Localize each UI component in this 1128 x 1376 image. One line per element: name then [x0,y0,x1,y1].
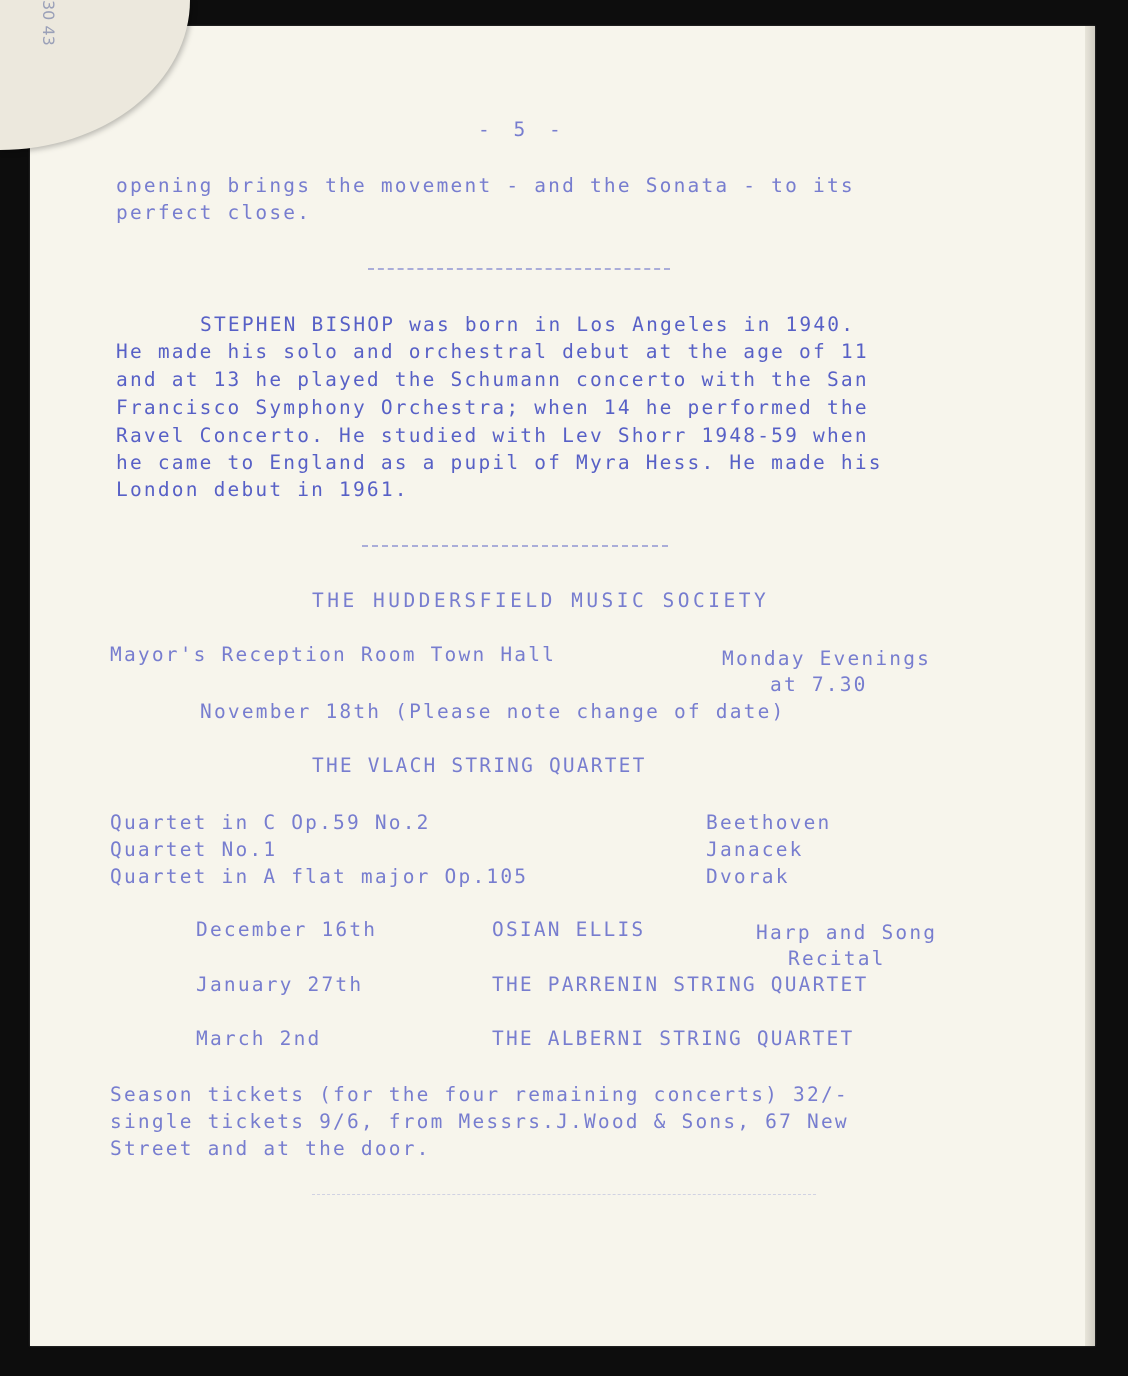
concert-note-2: Recital [788,947,886,970]
concert-performer: THE PARRENIN STRING QUARTET [492,973,869,996]
divider-2 [362,545,668,547]
bio-line-3: and at 13 he played the Schumann concerto with the San [116,368,869,391]
evenings: Monday Evenings [722,647,932,670]
concert-date: March 2nd [196,1027,322,1050]
ensemble-name: THE VLACH STRING QUARTET [312,754,647,777]
venue: Mayor's Reception Room Town Hall [110,643,557,666]
divider-1 [368,268,670,270]
concert-date: December 16th [196,918,378,941]
bio-line-6: he came to England as a pupil of Myra Hess. He made his [116,451,883,474]
date-note: November 18th (Please note change of date) [200,700,786,723]
programme-composer: Dvorak [706,865,790,888]
concert-time: at 7.30 [770,673,868,696]
concert-date: January 27th [196,973,364,996]
programme-work: Quartet in C Op.59 No.2 [110,811,431,834]
intro-line-1: opening brings the movement - and the Sonata - to its [116,174,855,197]
intro-line-2: perfect close. [116,201,312,224]
concert-performer: THE ALBERNI STRING QUARTET [492,1027,855,1050]
bio-line-5: Ravel Concerto. He studied with Lev Shorr 1948-59 when [116,424,869,447]
divider-3 [312,1194,816,1195]
page-number: - 5 - [478,118,567,141]
bio-line-2: He made his solo and orchestral debut at the age of 11 [116,340,869,363]
tickets-line-3: Street and at the door. [110,1137,431,1160]
bio-line-1: STEPHEN BISHOP was born in Los Angeles in 1940. [200,313,856,336]
bio-line-4: Francisco Symphony Orchestra; when 14 he performed the [116,396,869,419]
society-heading: THE HUDDERSFIELD MUSIC SOCIETY [312,589,770,612]
concert-performer: OSIAN ELLIS [492,918,646,941]
programme-composer: Janacek [706,838,804,861]
tickets-line-1: Season tickets (for the four remaining concerts) 32/- [110,1083,849,1106]
page-edge [1085,26,1095,1346]
programme-composer: Beethoven [706,811,832,834]
programme-work: Quartet No.1 [110,838,278,861]
concert-note: Harp and Song [756,921,938,944]
tickets-line-2: single tickets 9/6, from Messrs.J.Wood & Sons, 67 New [110,1110,849,1133]
bio-line-7: London debut in 1961. [116,478,409,501]
corner-note: 30 43 [39,0,58,46]
programme-work: Quartet in A flat major Op.105 [110,865,529,888]
